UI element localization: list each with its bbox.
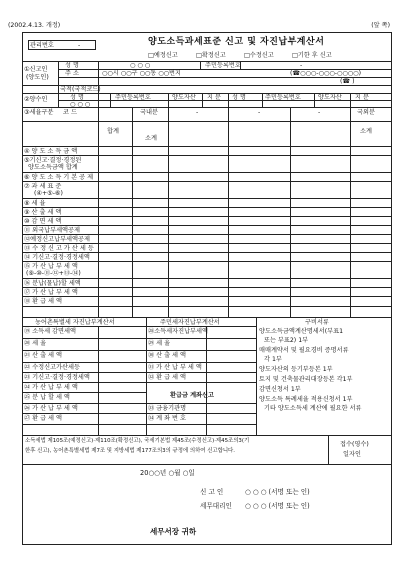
- t-name-value[interactable]: ○ ○ ○: [70, 101, 91, 108]
- t-share-label-2: 양도자산: [318, 94, 342, 101]
- calc-head-foreign: 국외분: [357, 109, 375, 116]
- calc-head-foreign-sub: 소계: [360, 128, 372, 135]
- rule: [228, 107, 229, 317]
- calc-row-13: ⑬ 수 정 신 고 가 산 세 등: [24, 245, 94, 252]
- bottom-col1-row: ㉑ 산 출 세 액: [24, 352, 62, 359]
- calc-head-item: ③세율구분: [24, 109, 54, 116]
- rule: [98, 107, 99, 317]
- rule: [22, 372, 146, 373]
- t-name-label-2: 성 명: [232, 94, 246, 101]
- bottom-col3-head: 구비서류: [305, 319, 329, 326]
- calc-row-9: ⑨ 산 출 세 액: [24, 209, 62, 216]
- rule: [22, 338, 256, 339]
- calc-head-code: 코 드: [63, 109, 77, 116]
- agent-sig-label: 세무대리인: [200, 502, 232, 510]
- type-early[interactable]: □예정신고: [148, 52, 178, 59]
- rule: [202, 93, 203, 107]
- rule: [22, 207, 392, 208]
- rule: [206, 326, 207, 435]
- reporter-sig-label: 신 고 인: [200, 488, 224, 496]
- rule: [22, 234, 392, 235]
- calc-row-15: ⑮ 가 산 납 부 세 액: [24, 263, 78, 270]
- rule: [22, 252, 392, 253]
- doc-3: 매매계약서 및 필요경비 증명서류: [259, 347, 349, 354]
- rule: [22, 413, 256, 414]
- calc-row-8: ⑧ 세 율: [24, 200, 46, 207]
- rule: [228, 93, 229, 107]
- doc-2: 또는 부표2) 1부: [264, 337, 309, 344]
- calc-row-14: ⑭ 기신고·결정·경정세액: [24, 254, 90, 261]
- rule: [146, 382, 256, 383]
- mgmt-label: 관리번호: [30, 42, 54, 49]
- rule: [146, 317, 147, 435]
- bottom-col2-row: ㉚ 산 출 세 액: [148, 352, 186, 359]
- rule: [328, 435, 329, 464]
- rule: [22, 243, 392, 244]
- t-name-label: 성 명: [70, 94, 84, 101]
- rule: [22, 317, 392, 318]
- rule: [22, 435, 392, 436]
- transferee-label: ②양수인: [24, 96, 48, 103]
- rule: [168, 107, 169, 317]
- calc-row-5: ⑤기신고·결정·경정된: [24, 157, 82, 164]
- agent-sig-name[interactable]: ○ ○ ○ (서명 또는 인): [245, 502, 310, 510]
- phone-value[interactable]: (☎○○○-○○○-○○○○): [290, 70, 361, 77]
- calc-row-15b: (⑨-⑩-⑪-⑫+⑬-⑭): [26, 270, 81, 277]
- fee-label-2: 일자인: [343, 451, 361, 458]
- rule: [22, 424, 256, 425]
- fee-label: 접수(영수): [340, 441, 369, 448]
- calc-row-4: ④ 양 도 소 득 금 액: [24, 148, 78, 155]
- phone2-value[interactable]: (☎ ): [340, 78, 355, 85]
- rule: [22, 350, 256, 351]
- bank-label: ㉝ 금융기관명: [148, 405, 187, 412]
- bottom-col2-row: ㉘소득세자진납부세액: [148, 328, 208, 335]
- bottom-col1-row: ⑲ 소득세 감면세액: [24, 328, 76, 335]
- rule: [22, 392, 146, 393]
- calc-dash-2: -: [258, 109, 261, 116]
- mgmt-value: -: [78, 42, 81, 49]
- statement-line-1: 소득세법 제105조(예정신고)·제110조(확정신고), 국세기본법 제45조(수정신고)·제45조의3(기: [25, 438, 250, 444]
- type-late[interactable]: □기한 후 신고: [292, 52, 332, 59]
- rule: [22, 146, 392, 147]
- rule: [22, 198, 392, 199]
- rule: [200, 61, 201, 69]
- rule: [22, 403, 256, 404]
- rule: [22, 296, 392, 297]
- bottom-col1-head: 농어촌특별세 자진납부계산서: [35, 319, 115, 326]
- rule: [22, 306, 392, 307]
- doc-7: 감면신청서 1부: [259, 386, 301, 393]
- bottom-col1-row: ㉖ 가 산 납 부 세 액: [24, 405, 78, 412]
- rule: [22, 261, 392, 262]
- bottom-col1-row: ㉓ 기신고·결정·경정세액: [24, 374, 90, 381]
- calc-row-10: ⑩ 감 면 세 액: [24, 218, 62, 225]
- address-label: 주 소: [65, 70, 79, 77]
- rule: [22, 464, 392, 465]
- rule: [22, 225, 392, 226]
- rule: [146, 372, 256, 373]
- doc-5: 양도자산의 등기부등본 1부: [259, 366, 333, 373]
- bottom-col1-row: ㉗ 환 급 세 액: [24, 415, 62, 422]
- refund-head: 환급금 계좌신고: [170, 392, 214, 399]
- doc-6: 토지 및 건축물관리대장등본 각1부: [259, 376, 353, 383]
- rule: [350, 93, 351, 107]
- id-value[interactable]: -: [300, 62, 303, 69]
- name-label: 성 명: [65, 62, 79, 69]
- doc-4: 각 1부: [264, 356, 282, 363]
- rule: [22, 287, 392, 288]
- reporter-label: ①신고인: [24, 66, 48, 73]
- bottom-col1-row: ㉕ 분 납 할 세 액: [24, 394, 70, 401]
- rule: [22, 362, 256, 363]
- report-date[interactable]: 20○○년 ○월 ○일: [140, 469, 195, 477]
- calc-row-11: ⑪ 외국납부세액공제: [24, 227, 80, 234]
- statement-line-2: 한후 신고), 농어촌특별세법 제7조 및 지방세법 제177조의3의 규정에 의하여 신고합니다.: [25, 448, 235, 454]
- t-id-label: 주민등록번호: [115, 94, 151, 101]
- type-amended[interactable]: □수정신고: [244, 52, 274, 59]
- nationality-label: 국적(국적코드): [60, 86, 101, 93]
- rule: [22, 278, 392, 279]
- account-label: ㉞ 계 좌 번 호: [148, 415, 186, 422]
- reporter-sig-name[interactable]: ○ ○ ○ (서명 또는 인): [245, 488, 310, 496]
- rule: [98, 326, 99, 435]
- rule: [168, 93, 169, 107]
- calc-dash-3: -: [318, 109, 321, 116]
- calc-row-18: ⑱ 환 급 세 액: [24, 298, 62, 305]
- id-label: 주민등록번호: [205, 62, 241, 69]
- t-share-label: 양도자산: [172, 94, 196, 101]
- form-title: 양도소득과세표준 신고 및 자진납부계산서: [148, 37, 325, 47]
- rule: [132, 107, 133, 317]
- bottom-col1-row: ㉒ 수정신고가산세등: [24, 364, 80, 371]
- rule: [22, 121, 392, 122]
- rule: [22, 181, 392, 182]
- bottom-col2-row: ㉛ 가 산 납 부 세 액: [148, 364, 202, 371]
- t-ratio-label: 지 분: [207, 94, 221, 101]
- rule: [350, 107, 351, 317]
- calc-row-17: ⑰ 가 산 납 부 세 액: [24, 289, 78, 296]
- bottom-col1-row: ㉔ 가 산 납 부 세 액: [24, 384, 78, 391]
- calc-dash-1: -: [196, 109, 199, 116]
- rule: [22, 155, 392, 156]
- page-side: (앞 쪽): [371, 22, 390, 29]
- rule: [22, 216, 392, 217]
- bottom-col2-head: 주민세자진납부계산서: [160, 319, 220, 326]
- bottom-col2-row: ㉜ 환 급 세 액: [148, 374, 186, 381]
- reporter-sub: (양도인): [26, 74, 49, 81]
- calc-head-domestic-sub: 소계: [145, 135, 157, 142]
- t-ratio-label-2: 지 분: [355, 94, 369, 101]
- calc-row-12: ⑫예정신고납부세액공제: [24, 236, 90, 243]
- calc-row-6: ⑥ 양 도 소 득 기 본 공 제: [24, 174, 94, 181]
- calc-row-7b: (④+⑤-⑥): [34, 190, 63, 197]
- rule: [22, 172, 392, 173]
- rule: [290, 107, 291, 317]
- rule: [98, 61, 99, 107]
- rule: [256, 317, 257, 435]
- calc-row-16: ⑯ 분납(물납)할 세액: [24, 280, 81, 287]
- rule: [58, 61, 59, 107]
- name-value[interactable]: ○ ○ ○: [130, 62, 151, 69]
- rule: [110, 93, 111, 107]
- rule: [262, 93, 263, 107]
- tax-office: 세무서장 귀하: [150, 527, 197, 536]
- address-value[interactable]: ○○시 ○○구 ○○동 ○○번지: [102, 70, 181, 77]
- type-final[interactable]: □확정신고: [196, 52, 226, 59]
- t-id-label-2: 주민등록번호: [265, 94, 301, 101]
- revision-note: (2002.4.13. 개정): [8, 22, 61, 29]
- doc-9: 기타 양도소득세 계산에 필요한 서류: [264, 405, 362, 412]
- bottom-col1-row: ⑳ 세 율: [24, 340, 47, 347]
- calc-row-5b: 양도소득금액 합계: [28, 164, 78, 171]
- rule: [314, 93, 315, 107]
- calc-head-total: 합계: [107, 128, 119, 135]
- calc-head-domestic: 국내분: [140, 109, 158, 116]
- calc-row-7: ⑦ 과 세 표 준: [24, 183, 62, 190]
- rule: [22, 382, 146, 383]
- doc-1: 양도소득금액계산명세서(부표1: [259, 328, 344, 335]
- doc-8: 양도소득 특례세율 적용신청서 1부: [259, 396, 353, 403]
- bottom-col2-row: ㉙ 세 율: [148, 340, 171, 347]
